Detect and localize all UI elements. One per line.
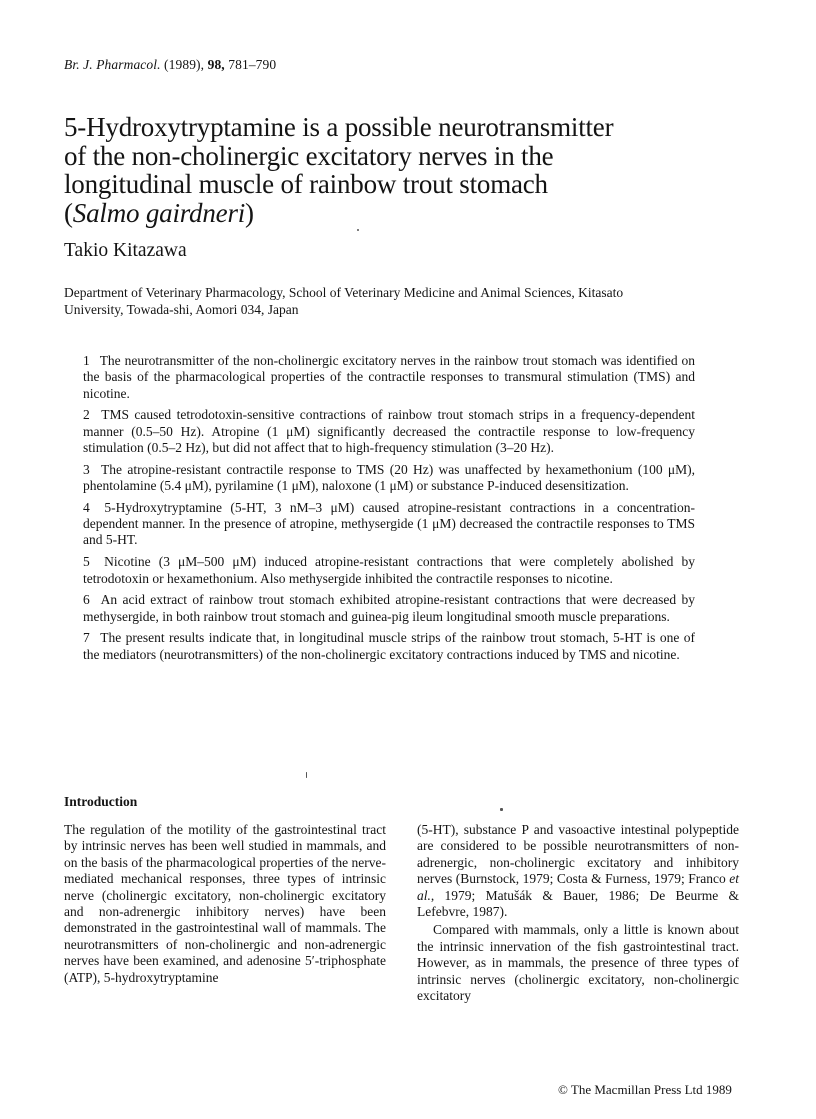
title-line-4: (Salmo gairdneri) xyxy=(64,197,254,228)
abstract-item xyxy=(83,554,695,587)
body-paragraph: (5-HT), substance P and vasoactive intestinal polypeptide are considered to be possible neurotransmitters of non-adrenergic, non-cholinergic excitatory and inhibitory nerves (Burnstock, 1979; Costa & Furness, 1979; Franco et al., 1979; Matušák & Bauer, 1986; De Beurme & Lefebvre, 1987). xyxy=(417,822,739,920)
abstract-item-number: 3 xyxy=(83,461,90,477)
species-name: Salmo gairdneri xyxy=(72,197,246,228)
abstract-item-number: 4 xyxy=(83,499,90,515)
bullet-mark xyxy=(500,808,503,811)
abstract-item-text: Nicotine (3 μM–500 μM) induced atropine-resistant contractions that were completely abolished by tetrodotoxin or hexamethonium. Also methysergide inhibited the contractile responses to nicotine. xyxy=(83,554,696,586)
abstract xyxy=(83,353,695,669)
abstract-item-text: 5-Hydroxytryptamine (5-HT, 3 nM–3 μM) caused atropine-resistant contractions in a concentration-dependent manner. In the presence of atropine, methysergide (1 μM) decreased the contractile responses to TMS and 5-HT. xyxy=(83,499,696,548)
affiliation-line-1: Department of Veterinary Pharmacology, School of Veterinary Medicine and Animal Sciences, Kitasato xyxy=(64,285,624,300)
abstract-item xyxy=(83,407,695,456)
abstract-item xyxy=(83,500,695,549)
journal-name: Br. J. Pharmacol. xyxy=(64,57,161,72)
abstract-item-text: TMS caused tetrodotoxin-sensitive contractions of rainbow trout stomach strips in a frequency-dependent manner (0.5–50 Hz). Atropine (1 μM) significantly decreased the contractile response to low-frequency stimulation (0.5–2 Hz), but did not affect that to high-frequency stimulation (3–20 Hz). xyxy=(83,407,695,455)
abstract-item xyxy=(83,592,695,625)
body-paragraph: Compared with mammals, only a little is known about the intrinsic innervation of the fish gastrointestinal tract. However, as in mammals, the presence of three types of intrinsic nerves (cholinergic excitatory, non-cholinergic excitatory xyxy=(417,922,739,1004)
abstract-item-text: An acid extract of rainbow trout stomach exhibited atropine-resistant contractions that were decreased by methysergide, in both rainbow trout stomach and guinea-pig ileum longitudinal smooth muscle preparations. xyxy=(83,592,695,624)
abstract-item-number: 5 xyxy=(83,554,90,570)
title-line-2: of the non-cholinergic excitatory nerves in the xyxy=(64,140,554,171)
section-heading-introduction: Introduction xyxy=(64,794,138,809)
et-al-text: et al. xyxy=(417,871,739,903)
title-line-3: longitudinal muscle of rainbow trout stomach xyxy=(64,169,548,199)
body-column-left xyxy=(64,822,386,986)
affiliation-line-2: University, Towada-shi, Aomori 034, Japan xyxy=(64,301,299,317)
speck-mark xyxy=(357,229,359,231)
journal-citation xyxy=(64,57,276,73)
paper-title xyxy=(64,113,764,227)
abstract-item-number: 1 xyxy=(83,353,90,368)
abstract-item xyxy=(83,630,695,663)
title-line-1: 5-Hydroxytryptamine is a possible neurotransmitter xyxy=(64,112,614,142)
author-name: Takio Kitazawa xyxy=(64,240,187,261)
abstract-item-text: The atropine-resistant contractile response to TMS (20 Hz) was unaffected by hexamethonium (100 μM), phentolamine (5.4 μM), pyrilamine (1 μM), naloxone (1 μM) or substance P-induced desensitization. xyxy=(83,461,695,494)
abstract-item xyxy=(83,353,695,402)
abstract-item xyxy=(83,462,695,495)
copyright-notice: © The Macmillan Press Ltd 1989 xyxy=(558,1082,732,1097)
speck-mark xyxy=(306,772,307,778)
abstract-item-number: 6 xyxy=(83,592,90,608)
abstract-item-text: The present results indicate that, in longitudinal muscle strips of the rainbow trout stomach, 5-HT is one of the mediators (neurotransmitters) of the non-cholinergic excitatory contractions induced by TMS and nicotine. xyxy=(83,630,695,662)
citation-pages: 781–790 xyxy=(228,57,277,72)
author-affiliation xyxy=(64,285,714,318)
citation-volume: 98, xyxy=(207,57,225,72)
citation-year: (1989), xyxy=(164,57,205,72)
abstract-item-text: The neurotransmitter of the non-cholinergic excitatory nerves in the rainbow trout stomach was identified on the basis of the pharmacological properties of the contractile responses to transmural stimulation (TMS) and nicotine. xyxy=(83,353,695,401)
abstract-item-number: 2 xyxy=(83,407,90,423)
body-paragraph: The regulation of the motility of the gastrointestinal tract by intrinsic nerves has been well studied in mammals, and on the basis of the pharmacological properties of the nerve-mediated mechanical responses, three types of intrinsic nerve (cholinergic excitatory, non-cholinergic excitatory and non-adrenergic inhibitory nerves) have been demonstrated in the gastrointestinal wall of mammals. The neurotransmitters of non-cholinergic and non-adrenergic nerves have been examined, and adenosine 5′-triphosphate (ATP), 5-hydroxytryptamine xyxy=(64,822,386,985)
abstract-item-number: 7 xyxy=(83,630,90,646)
body-column-right xyxy=(417,822,739,1004)
